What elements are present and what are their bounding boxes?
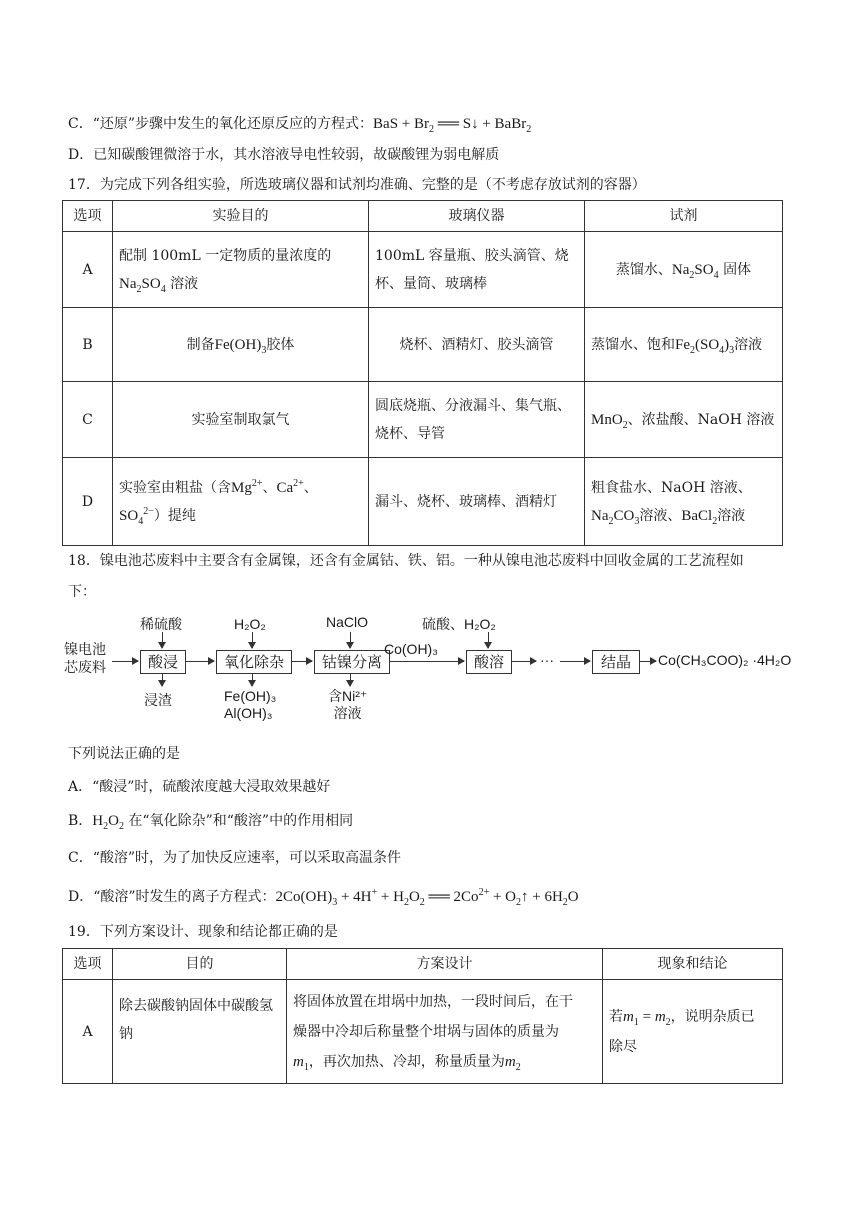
mid-product-label: Co(OH)₃ [384, 641, 438, 657]
q18-option-a: A．“酸浸”时，硫酸浓度越大浸取效果越好 [68, 779, 331, 795]
purpose-cell: 制备$Fe(OH)_3$胶体 [113, 308, 369, 382]
q19-table [62, 948, 783, 1084]
arrow-6 [560, 661, 590, 662]
table-header-row: 选项 目的 方案设计 现象和结论 [63, 949, 783, 980]
output-residue: 浸渣 [144, 692, 172, 708]
q18-stem-line2: 下： [68, 584, 96, 600]
arrow-5 [512, 661, 536, 662]
input-dilute-h2so4: 稀硫酸 [140, 616, 182, 632]
flow-start: 镍电池 芯废料 [64, 641, 106, 675]
arrow-3 [292, 661, 312, 662]
output-arrow-1 [162, 674, 163, 686]
arrow-1 [112, 661, 138, 662]
input-h2o2: H₂O₂ [234, 616, 266, 632]
header-reagents: 试剂 [585, 201, 783, 232]
final-product: Co(CH₃COO)₂ ·4H₂O [658, 652, 792, 668]
result-cell: 若$m_1 = m_2$，说明杂质已 除尽 [603, 980, 783, 1084]
step-separation: 钴镍分离 [314, 650, 390, 674]
table-row: A 除去碳酸钠固体中碳酸氢钠 将固体放置在坩埚中加热，一段时间后，在干 燥器中冷却后称量整个坩埚与固体的质量为 $m_1$，再次加热、冷却，称量质量为$m_2$ 若$m_1 = m_2$，说明杂质已 除尽 [63, 980, 783, 1084]
q18-option-c: C．“酸溶”时，为了加快反应速率，可以采取高温条件 [68, 850, 402, 866]
purpose-cell: 实验室由粗盐（含$Mg^{2+}$、$Ca^{2+}$、 $SO_4^{2-}$）提纯 [113, 458, 369, 546]
q18-option-b: B．$H_2O_2$ 在“氧化除杂”和“酸溶”中的作用相同 [68, 813, 354, 832]
input-arrow-4 [488, 632, 489, 648]
output-arrow-2 [252, 674, 253, 686]
table-header-row [63, 201, 783, 232]
input-arrow-1 [162, 632, 163, 648]
q17-stem: 17．为完成下列各组实验，所选玻璃仪器和试剂均准确、完整的是（不考虑存放试剂的容器） [68, 177, 646, 193]
arrow-2 [186, 661, 214, 662]
reagent-cell: 蒸馏水、饱和$Fe_2(SO_4)_3$溶液 [585, 308, 783, 382]
equation-acid-dissolve: $2Co(OH)_3 + 4H^+ + H_2O_2$ ══ $2Co^{2+}$ + $O_2↑ + 6H_2O$ [275, 887, 579, 908]
input-h2so4-h2o2: 硫酸、H₂O₂ [422, 616, 496, 632]
input-naclo: NaClO [326, 614, 369, 630]
equation-bas-br2: BaS + $Br_2$ ══ S↓ + BaBr$_2$ [373, 116, 532, 135]
output-arrow-3 [350, 674, 351, 686]
process-flow-diagram [62, 612, 792, 730]
header-purpose: 实验目的 [113, 201, 369, 232]
q18-option-d: D．“酸溶”时发生的离子方程式：$2Co(OH)_3 + 4H^+ + H_2O_2$ ══ $2Co^{2+}$ + $O_2↑ + 6H_2O$ [68, 887, 579, 908]
reagent-cell: 粗食盐水、NaOH 溶液、 $Na_2CO_3$溶液、BaCl$_2$溶液 [585, 458, 783, 546]
table-row: A 配制 100mL 一定物质的量浓度的 $Na_2SO_4$ 溶液 100mL 容量瓶、胶头滴管、烧杯、量筒、玻璃棒 蒸馏水、$Na_2SO_4$ 固体 [63, 232, 783, 308]
step-acid-leach: 酸浸 [140, 650, 186, 674]
q18-stem-line1: 18．镍电池芯废料中主要含有金属镍，还含有金属钴、铁、铝。一种从镍电池芯废料中回收金属的工艺流程如 [68, 553, 744, 569]
q19-stem: 19．下列方案设计、现象和结论都正确的是 [68, 924, 338, 940]
output-hydroxides: Fe(OH)₃ Al(OH)₃ [224, 688, 277, 721]
step-acid-dissolve: 酸溶 [466, 650, 512, 674]
step-oxidation: 氧化除杂 [216, 650, 292, 674]
q16-option-c: C．“还原”步骤中发生的氧化还原反应的方程式：BaS + $Br_2$ ══ S↓ + BaBr$_2$ [68, 116, 532, 135]
input-arrow-3 [350, 632, 351, 648]
design-cell: 将固体放置在坩埚中加热，一段时间后，在干 燥器中冷却后称量整个坩埚与固体的质量为 $m_1$，再次加热、冷却，称量质量为$m_2$ [287, 980, 603, 1084]
output-ni-solution: 含Ni²⁺ 溶液 [328, 688, 368, 721]
q16-option-d: D．已知碳酸锂微溶于水，其水溶液导电性较弱，故碳酸锂为弱电解质 [68, 147, 500, 163]
q17-table [62, 200, 783, 546]
reagent-cell: 蒸馏水、$Na_2SO_4$ 固体 [585, 232, 783, 308]
arrow-4 [390, 661, 464, 662]
table-row: B 制备$Fe(OH)_3$胶体 烧杯、酒精灯、胶头滴管 蒸馏水、饱和$Fe_2(SO_4)_3$溶液 [63, 308, 783, 382]
q18-ask: 下列说法正确的是 [68, 746, 180, 762]
input-arrow-2 [252, 632, 253, 648]
purpose-cell: 配制 100mL 一定物质的量浓度的 $Na_2SO_4$ 溶液 [113, 232, 369, 308]
step-crystallize: 结晶 [592, 650, 640, 674]
header-glassware: 玻璃仪器 [369, 201, 585, 232]
reagent-cell: MnO$_2$、浓盐酸、NaOH 溶液 [585, 382, 783, 458]
ellipsis: ··· [540, 652, 554, 668]
header-option: 选项 [63, 201, 113, 232]
table-row: D 实验室由粗盐（含$Mg^{2+}$、$Ca^{2+}$、 $SO_4^{2-}$）提纯 漏斗、烧杯、玻璃棒、酒精灯 粗食盐水、NaOH 溶液、 $Na_2CO_3$溶液、BaCl$_2$溶液 [63, 458, 783, 546]
table-row: C 实验室制取氯气 圆底烧瓶、分液漏斗、集气瓶、烧杯、导管 MnO$_2$、浓盐酸、NaOH 溶液 [63, 382, 783, 458]
